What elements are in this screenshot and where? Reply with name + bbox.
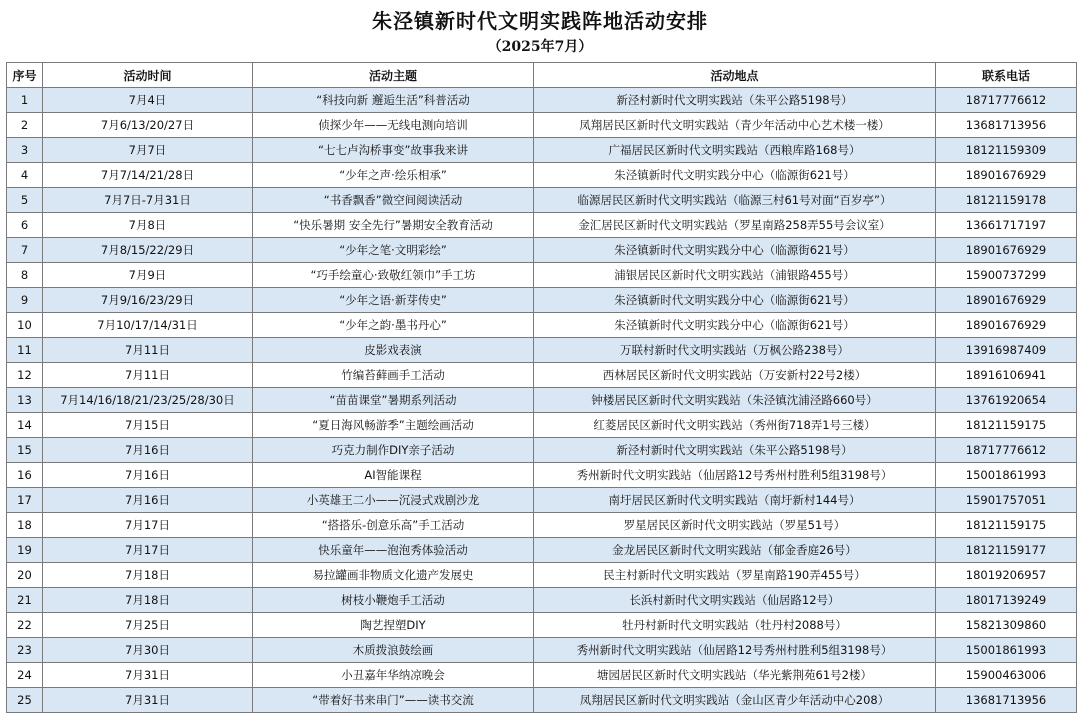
cell-place: 朱泾镇新时代文明实践分中心（临源街621号） bbox=[534, 163, 936, 188]
cell-theme: “七七卢沟桥事变”故事我来讲 bbox=[253, 138, 534, 163]
table-row bbox=[7, 613, 1077, 638]
cell-no: 8 bbox=[7, 263, 43, 288]
cell-no: 10 bbox=[7, 313, 43, 338]
page-subtitle: （2025年7月） bbox=[487, 39, 593, 55]
cell-time: 7月31日 bbox=[43, 688, 253, 713]
table-row bbox=[7, 588, 1077, 613]
cell-phone: 15821309860 bbox=[936, 613, 1077, 638]
cell-phone: 18121159175 bbox=[936, 513, 1077, 538]
cell-no: 25 bbox=[7, 688, 43, 713]
cell-theme: 木质拨浪鼓绘画 bbox=[253, 638, 534, 663]
cell-time: 7月8日 bbox=[43, 213, 253, 238]
cell-place: 西林居民区新时代文明实践站（万安新村22号2楼） bbox=[534, 363, 936, 388]
cell-theme: 小丑嘉年华纳凉晚会 bbox=[253, 663, 534, 688]
cell-place: 红菱居民区新时代文明实践站（秀州街718弄1号三楼） bbox=[534, 413, 936, 438]
table-row bbox=[7, 288, 1077, 313]
cell-no: 19 bbox=[7, 538, 43, 563]
cell-theme: “快乐暑期 安全先行”暑期安全教育活动 bbox=[253, 213, 534, 238]
cell-theme: “夏日海风畅游季”主题绘画活动 bbox=[253, 413, 534, 438]
schedule-table bbox=[6, 62, 1077, 713]
col-header-place: 活动地点 bbox=[534, 63, 936, 88]
cell-time: 7月16日 bbox=[43, 488, 253, 513]
cell-theme: “少年之语·新芽传史” bbox=[253, 288, 534, 313]
cell-theme: “少年之声·绘乐相承” bbox=[253, 163, 534, 188]
cell-place: 朱泾镇新时代文明实践分中心（临源街621号） bbox=[534, 238, 936, 263]
cell-time: 7月14/16/18/21/23/25/28/30日 bbox=[43, 388, 253, 413]
cell-theme: 皮影戏表演 bbox=[253, 338, 534, 363]
cell-no: 22 bbox=[7, 613, 43, 638]
cell-time: 7月31日 bbox=[43, 663, 253, 688]
cell-time: 7月17日 bbox=[43, 538, 253, 563]
cell-place: 南圩居民区新时代文明实践站（南圩新村144号） bbox=[534, 488, 936, 513]
cell-time: 7月9/16/23/29日 bbox=[43, 288, 253, 313]
cell-no: 11 bbox=[7, 338, 43, 363]
cell-theme: 快乐童年——泡泡秀体验活动 bbox=[253, 538, 534, 563]
cell-theme: “科技向新 邂逅生活”科普活动 bbox=[253, 88, 534, 113]
cell-theme: AI智能课程 bbox=[253, 463, 534, 488]
cell-phone: 15901757051 bbox=[936, 488, 1077, 513]
table-row bbox=[7, 413, 1077, 438]
cell-place: 新泾村新时代文明实践站（朱平公路5198号） bbox=[534, 88, 936, 113]
cell-theme: 侦探少年——无线电测向培训 bbox=[253, 113, 534, 138]
cell-phone: 18017139249 bbox=[936, 588, 1077, 613]
cell-theme: 竹编苔藓画手工活动 bbox=[253, 363, 534, 388]
cell-no: 6 bbox=[7, 213, 43, 238]
cell-theme: “少年之韵·墨书丹心” bbox=[253, 313, 534, 338]
cell-no: 1 bbox=[7, 88, 43, 113]
cell-phone: 18717776612 bbox=[936, 88, 1077, 113]
cell-phone: 18121159309 bbox=[936, 138, 1077, 163]
col-header-time: 活动时间 bbox=[43, 63, 253, 88]
cell-place: 牡丹村新时代文明实践站（牡丹村2088号） bbox=[534, 613, 936, 638]
cell-place: 塘园居民区新时代文明实践站（华光紫荆苑61号2楼） bbox=[534, 663, 936, 688]
table-row bbox=[7, 313, 1077, 338]
table-row bbox=[7, 463, 1077, 488]
cell-no: 7 bbox=[7, 238, 43, 263]
cell-place: 朱泾镇新时代文明实践分中心（临源街621号） bbox=[534, 288, 936, 313]
cell-time: 7月17日 bbox=[43, 513, 253, 538]
cell-no: 15 bbox=[7, 438, 43, 463]
col-header-no: 序号 bbox=[7, 63, 43, 88]
table-body bbox=[7, 88, 1077, 713]
table-row bbox=[7, 538, 1077, 563]
table-row bbox=[7, 238, 1077, 263]
table-row bbox=[7, 363, 1077, 388]
cell-phone: 15001861993 bbox=[936, 638, 1077, 663]
cell-no: 12 bbox=[7, 363, 43, 388]
cell-no: 13 bbox=[7, 388, 43, 413]
table-row bbox=[7, 663, 1077, 688]
cell-time: 7月7日-7月31日 bbox=[43, 188, 253, 213]
cell-time: 7月18日 bbox=[43, 588, 253, 613]
cell-phone: 15001861993 bbox=[936, 463, 1077, 488]
cell-phone: 18901676929 bbox=[936, 313, 1077, 338]
cell-place: 秀州新时代文明实践站（仙居路12号秀州村胜利5组3198号） bbox=[534, 463, 936, 488]
cell-no: 21 bbox=[7, 588, 43, 613]
cell-theme: “少年之笔·文明彩绘” bbox=[253, 238, 534, 263]
cell-no: 18 bbox=[7, 513, 43, 538]
cell-no: 14 bbox=[7, 413, 43, 438]
table-row bbox=[7, 213, 1077, 238]
cell-time: 7月18日 bbox=[43, 563, 253, 588]
table-row bbox=[7, 338, 1077, 363]
cell-time: 7月7日 bbox=[43, 138, 253, 163]
table-row bbox=[7, 113, 1077, 138]
cell-phone: 18121159178 bbox=[936, 188, 1077, 213]
cell-phone: 18717776612 bbox=[936, 438, 1077, 463]
cell-theme: “巧手绘童心·致敬红领巾”手工坊 bbox=[253, 263, 534, 288]
table-row bbox=[7, 88, 1077, 113]
cell-time: 7月30日 bbox=[43, 638, 253, 663]
table-row bbox=[7, 188, 1077, 213]
cell-place: 广福居民区新时代文明实践站（西粮库路168号） bbox=[534, 138, 936, 163]
cell-no: 17 bbox=[7, 488, 43, 513]
cell-place: 秀州新时代文明实践站（仙居路12号秀州村胜利5组3198号） bbox=[534, 638, 936, 663]
cell-time: 7月10/17/14/31日 bbox=[43, 313, 253, 338]
cell-place: 临源居民区新时代文明实践站（临源三村61号对面“百岁亭”） bbox=[534, 188, 936, 213]
cell-place: 钟楼居民区新时代文明实践站（朱泾镇沈浦泾路660号） bbox=[534, 388, 936, 413]
cell-no: 20 bbox=[7, 563, 43, 588]
table-row bbox=[7, 138, 1077, 163]
cell-place: 金龙居民区新时代文明实践站（郁金香庭26号） bbox=[534, 538, 936, 563]
cell-phone: 18916106941 bbox=[936, 363, 1077, 388]
cell-phone: 13681713956 bbox=[936, 688, 1077, 713]
cell-phone: 18121159175 bbox=[936, 413, 1077, 438]
header-row bbox=[7, 63, 1077, 88]
table-row bbox=[7, 488, 1077, 513]
cell-theme: 陶艺捏塑DIY bbox=[253, 613, 534, 638]
cell-phone: 15900463006 bbox=[936, 663, 1077, 688]
cell-phone: 13916987409 bbox=[936, 338, 1077, 363]
cell-time: 7月6/13/20/27日 bbox=[43, 113, 253, 138]
col-header-phone: 联系电话 bbox=[936, 63, 1077, 88]
cell-theme: “搭搭乐-创意乐高”手工活动 bbox=[253, 513, 534, 538]
cell-theme: “带着好书来串门”——读书交流 bbox=[253, 688, 534, 713]
cell-time: 7月16日 bbox=[43, 463, 253, 488]
cell-phone: 18901676929 bbox=[936, 238, 1077, 263]
cell-phone: 13661717197 bbox=[936, 213, 1077, 238]
cell-theme: “书香飘香”微空间阅读活动 bbox=[253, 188, 534, 213]
cell-no: 2 bbox=[7, 113, 43, 138]
cell-theme: “苗苗课堂”暑期系列活动 bbox=[253, 388, 534, 413]
cell-place: 浦银居民区新时代文明实践站（浦银路455号） bbox=[534, 263, 936, 288]
cell-place: 民主村新时代文明实践站（罗星南路190弄455号） bbox=[534, 563, 936, 588]
cell-no: 4 bbox=[7, 163, 43, 188]
table-row bbox=[7, 263, 1077, 288]
cell-time: 7月16日 bbox=[43, 438, 253, 463]
table-row bbox=[7, 563, 1077, 588]
cell-place: 万联村新时代文明实践站（万枫公路238号） bbox=[534, 338, 936, 363]
cell-no: 5 bbox=[7, 188, 43, 213]
cell-phone: 18901676929 bbox=[936, 288, 1077, 313]
table-row bbox=[7, 513, 1077, 538]
cell-time: 7月11日 bbox=[43, 363, 253, 388]
cell-time: 7月11日 bbox=[43, 338, 253, 363]
cell-phone: 13761920654 bbox=[936, 388, 1077, 413]
cell-time: 7月9日 bbox=[43, 263, 253, 288]
cell-no: 9 bbox=[7, 288, 43, 313]
cell-theme: 小英雄王二小——沉浸式戏剧沙龙 bbox=[253, 488, 534, 513]
cell-place: 新泾村新时代文明实践站（朱平公路5198号） bbox=[534, 438, 936, 463]
cell-place: 凤翔居民区新时代文明实践站（青少年活动中心艺术楼一楼） bbox=[534, 113, 936, 138]
cell-phone: 18901676929 bbox=[936, 163, 1077, 188]
cell-phone: 13681713956 bbox=[936, 113, 1077, 138]
cell-place: 朱泾镇新时代文明实践分中心（临源街621号） bbox=[534, 313, 936, 338]
cell-theme: 树枝小鞭炮手工活动 bbox=[253, 588, 534, 613]
cell-no: 16 bbox=[7, 463, 43, 488]
cell-place: 凤翔居民区新时代文明实践站（金山区青少年活动中心208） bbox=[534, 688, 936, 713]
table-row bbox=[7, 638, 1077, 663]
cell-time: 7月7/14/21/28日 bbox=[43, 163, 253, 188]
table-row bbox=[7, 388, 1077, 413]
table-row bbox=[7, 438, 1077, 463]
page-title: 朱泾镇新时代文明实践阵地活动安排 bbox=[372, 9, 708, 33]
cell-place: 金汇居民区新时代文明实践站（罗星南路258弄55号会议室） bbox=[534, 213, 936, 238]
table-header bbox=[7, 63, 1077, 88]
cell-place: 长浜村新时代文明实践站（仙居路12号） bbox=[534, 588, 936, 613]
cell-theme: 易拉罐画非物质文化遗产发展史 bbox=[253, 563, 534, 588]
cell-time: 7月25日 bbox=[43, 613, 253, 638]
cell-theme: 巧克力制作DIY亲子活动 bbox=[253, 438, 534, 463]
cell-time: 7月4日 bbox=[43, 88, 253, 113]
col-header-theme: 活动主题 bbox=[253, 63, 534, 88]
cell-no: 3 bbox=[7, 138, 43, 163]
table-row bbox=[7, 688, 1077, 713]
cell-no: 24 bbox=[7, 663, 43, 688]
cell-time: 7月8/15/22/29日 bbox=[43, 238, 253, 263]
cell-time: 7月15日 bbox=[43, 413, 253, 438]
table-row bbox=[7, 163, 1077, 188]
cell-phone: 18019206957 bbox=[936, 563, 1077, 588]
cell-no: 23 bbox=[7, 638, 43, 663]
cell-phone: 18121159177 bbox=[936, 538, 1077, 563]
cell-place: 罗星居民区新时代文明实践站（罗星51号） bbox=[534, 513, 936, 538]
cell-phone: 15900737299 bbox=[936, 263, 1077, 288]
